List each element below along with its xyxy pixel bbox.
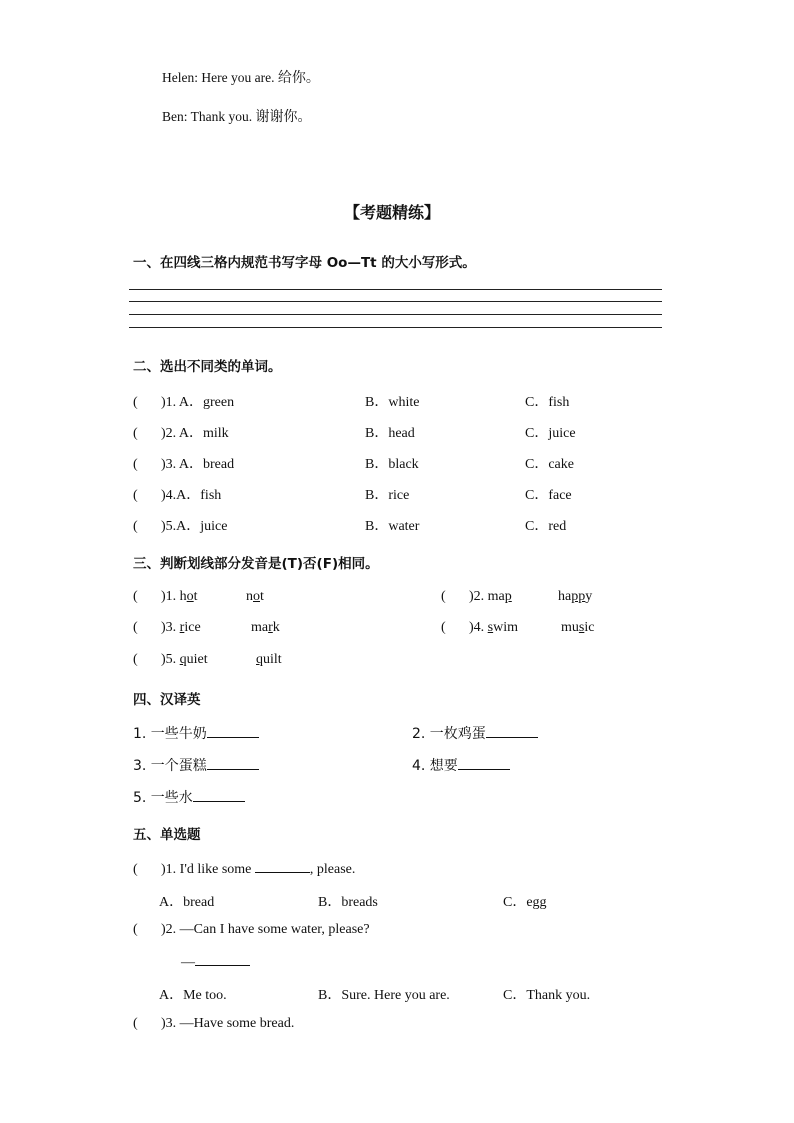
- option-a: A．bread: [159, 895, 215, 910]
- answer-blank[interactable]: [458, 757, 510, 770]
- question-row: ( )1. A．green: [133, 395, 235, 410]
- phonics-word: mark: [251, 620, 280, 635]
- phonics-word: not: [246, 589, 264, 604]
- translate-item: 3. 一个蛋糕: [133, 755, 259, 775]
- phonics-question-3: ( )3. rice: [133, 620, 201, 635]
- response-line: —: [181, 953, 250, 971]
- writing-line-1: [129, 289, 662, 290]
- option-a: A．Me too.: [159, 988, 227, 1003]
- section-1-title: 一、在四线三格内规范书写字母 Oo—Tt 的大小写形式。: [133, 255, 476, 271]
- option-c: C．red: [525, 519, 567, 534]
- question-row: ( )2. A．milk: [133, 426, 229, 441]
- translate-item: 4. 想要: [412, 755, 510, 775]
- phonics-question-2: ( )2. map: [441, 589, 512, 604]
- question-row: ( )3. A．bread: [133, 457, 235, 472]
- translate-item: 5. 一些水: [133, 787, 245, 807]
- phonics-question-5: ( )5. quiet: [133, 652, 208, 667]
- dialogue-line-helen: Helen: Here you are. 给你。: [162, 70, 320, 86]
- question-row: ( )5.A．juice: [133, 519, 228, 534]
- writing-line-4: [129, 327, 662, 328]
- section-3-title: 三、判断划线部分发音是(T)否(F)相同。: [133, 556, 379, 572]
- option-b: B．black: [365, 457, 419, 472]
- mc-question-2: ( )2. —Can I have some water, please?: [133, 922, 370, 937]
- option-c: C．face: [525, 488, 572, 503]
- phonics-question-1: ( )1. hot: [133, 589, 198, 604]
- option-c: C．juice: [525, 426, 576, 441]
- option-c: C．egg: [503, 895, 547, 910]
- answer-blank[interactable]: [207, 757, 259, 770]
- writing-line-2: [129, 301, 662, 302]
- answer-blank[interactable]: [207, 725, 259, 738]
- option-b: B．white: [365, 395, 420, 410]
- option-c: C．fish: [525, 395, 570, 410]
- answer-blank[interactable]: [255, 860, 310, 873]
- phonics-word: happy: [558, 589, 593, 604]
- translate-item: 2. 一枚鸡蛋: [412, 723, 538, 743]
- phonics-word: music: [561, 620, 595, 635]
- answer-blank[interactable]: [193, 789, 245, 802]
- section-2-title: 二、选出不同类的单词。: [133, 359, 282, 375]
- mc-question-3: ( )3. —Have some bread.: [133, 1016, 295, 1031]
- option-c: C．Thank you.: [503, 988, 591, 1003]
- section-5-title: 五、单选题: [133, 827, 201, 843]
- mc-question-1: ( )1. I'd like some , please.: [133, 862, 356, 877]
- writing-line-3: [129, 314, 662, 315]
- dialogue-line-ben: Ben: Thank you. 谢谢你。: [162, 109, 312, 125]
- answer-blank[interactable]: [195, 953, 250, 966]
- option-b: B．breads: [318, 895, 378, 910]
- option-b: B．rice: [365, 488, 410, 503]
- answer-blank[interactable]: [486, 725, 538, 738]
- phonics-question-4: ( )4. swim: [441, 620, 519, 635]
- option-b: B．Sure. Here you are.: [318, 988, 450, 1003]
- translate-item: 1. 一些牛奶: [133, 723, 259, 743]
- question-row: ( )4.A．fish: [133, 488, 222, 503]
- option-b: B．head: [365, 426, 415, 441]
- page-title: 【考题精练】: [344, 203, 441, 222]
- option-c: C．cake: [525, 457, 574, 472]
- section-4-title: 四、汉译英: [133, 692, 201, 708]
- phonics-word: quilt: [256, 652, 282, 667]
- option-b: B．water: [365, 519, 420, 534]
